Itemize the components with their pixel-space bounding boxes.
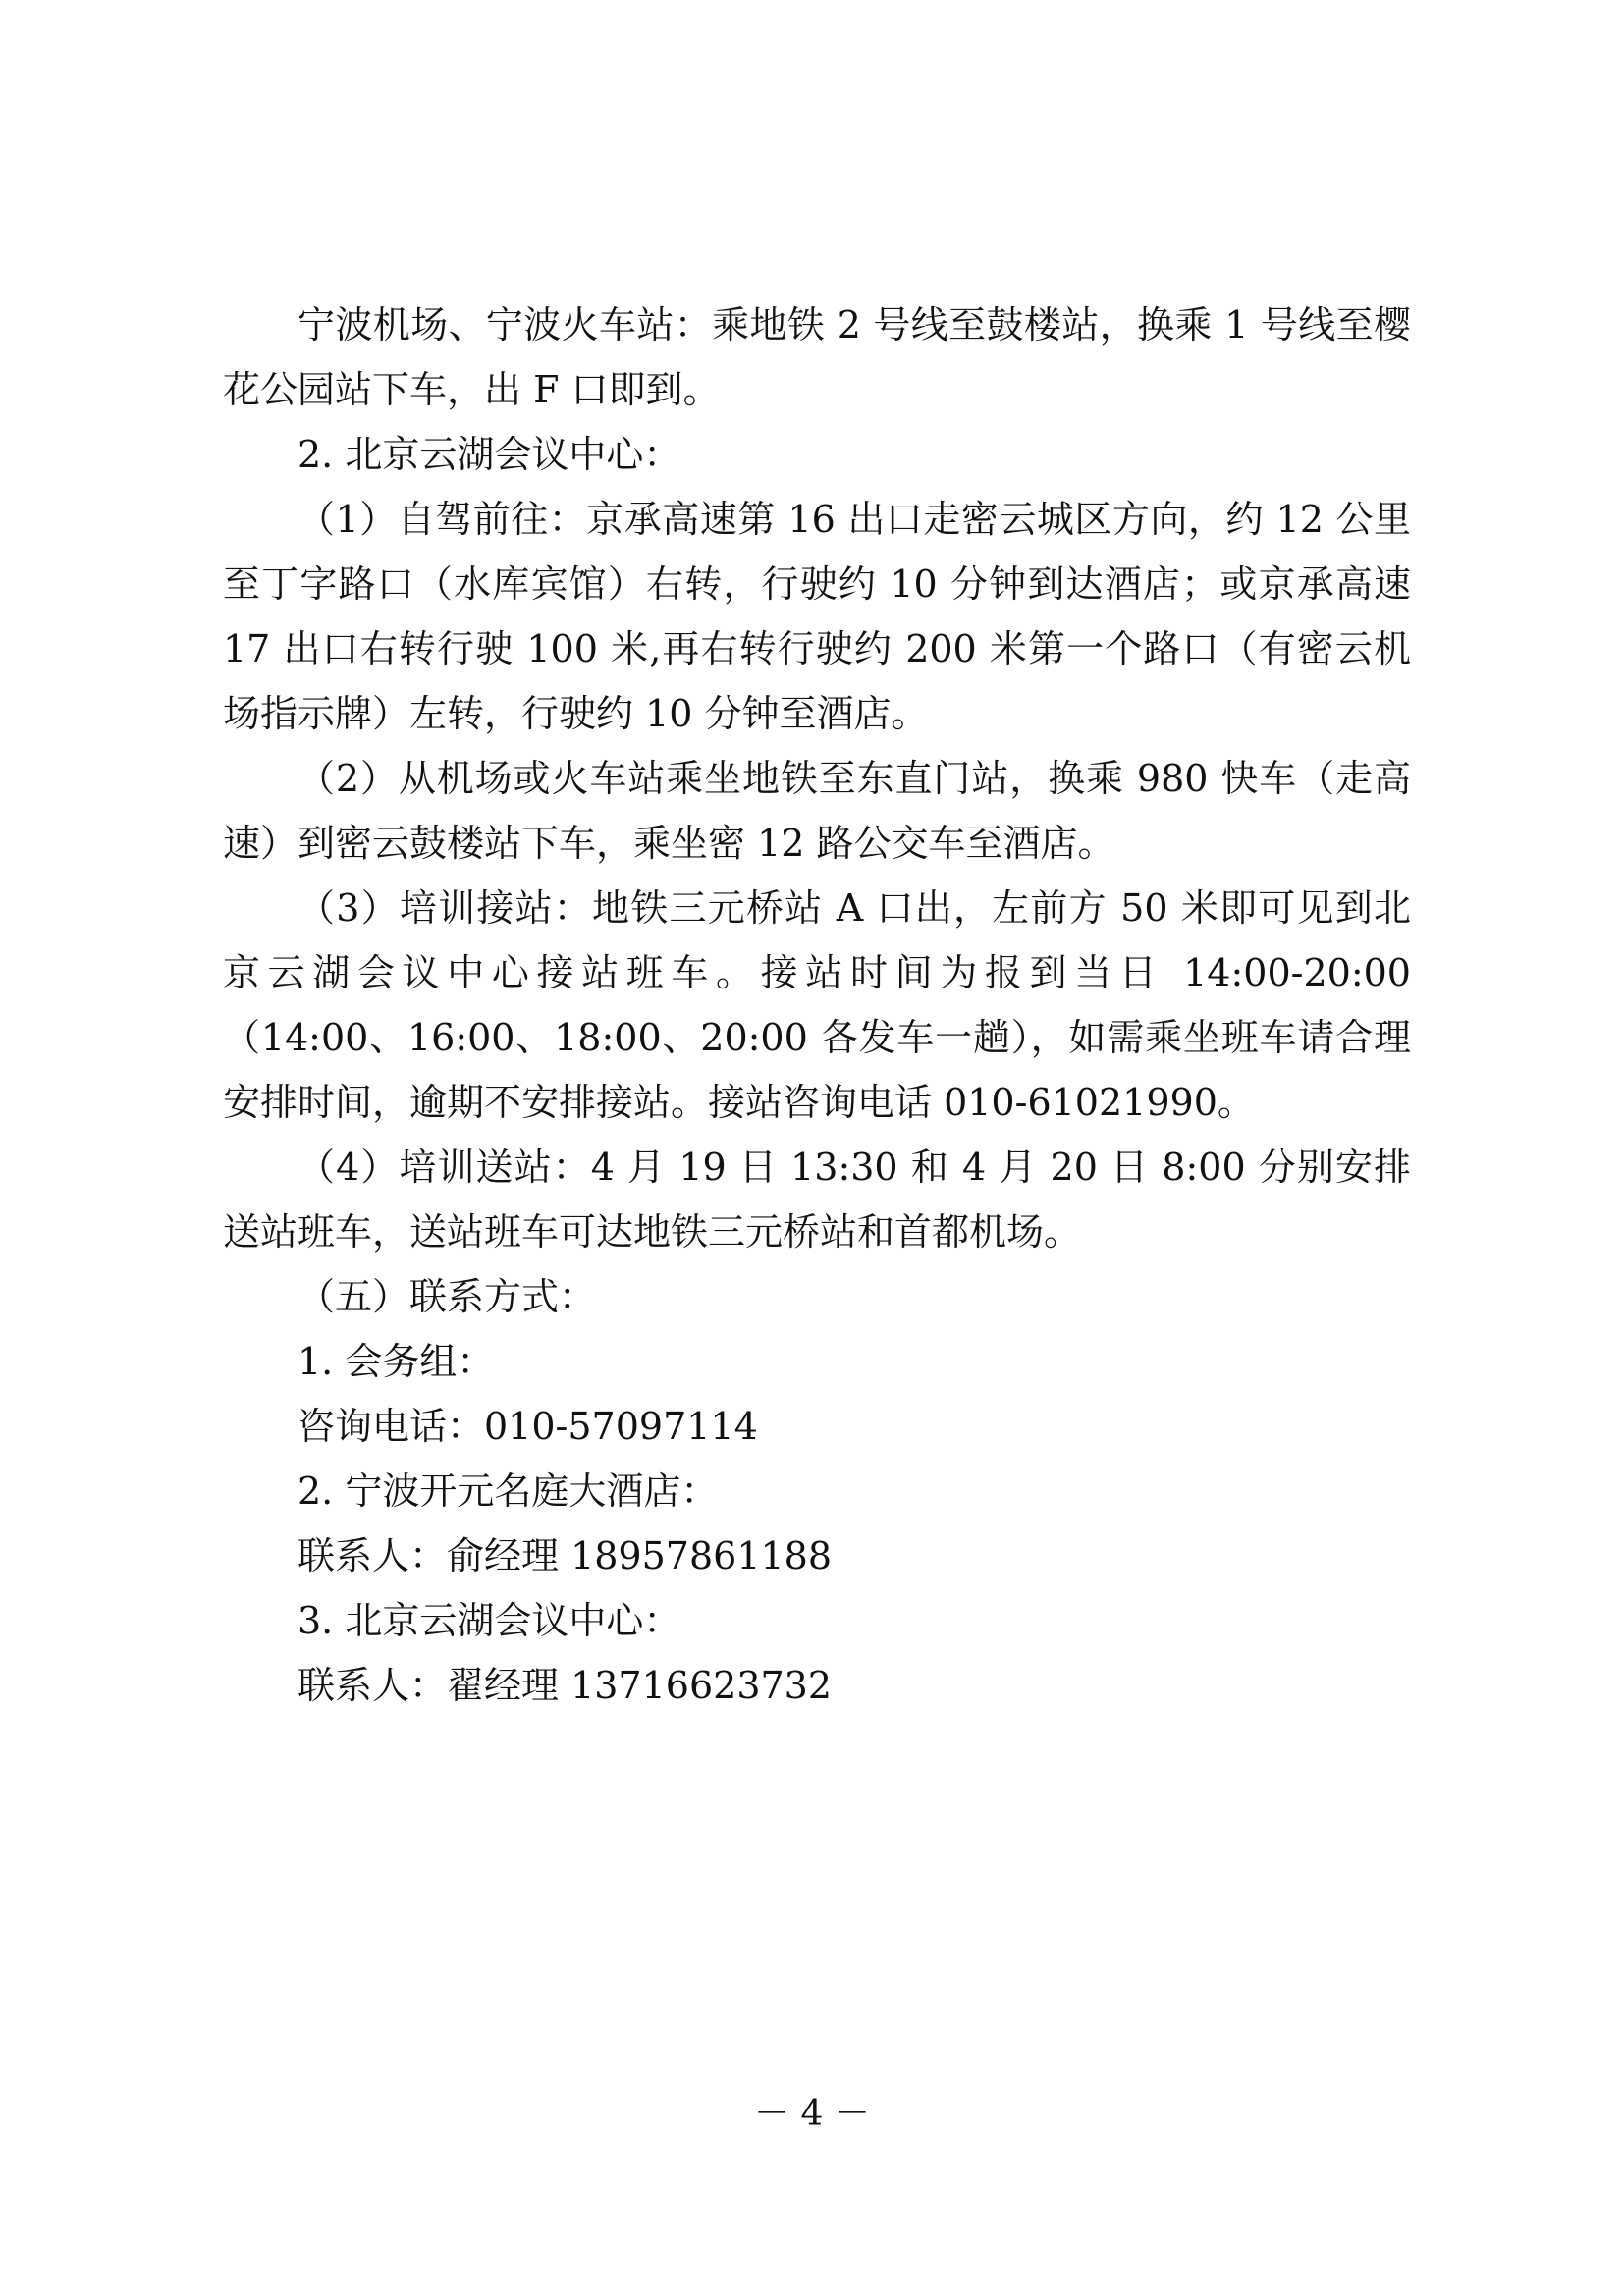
paragraph-ningbo-transit: 宁波机场、宁波火车站：乘地铁 2 号线至鼓楼站，换乘 1 号线至樱花公园站下车，出 F 口即到。: [223, 303, 1411, 411]
paragraph-subway-bus: （2）从机场或火车站乘坐地铁至东直门站，换乘 980 快车（走高速）到密云鼓楼站下车，乘坐密 12 路公交车至酒店。: [223, 757, 1411, 865]
contact-group-title-1: 1. 会务组：: [298, 1340, 495, 1383]
contact-person-3: 联系人：翟经理 13716623732: [298, 1664, 833, 1707]
heading-contact: （五）联系方式：: [298, 1275, 597, 1318]
paragraph-dropoff: （4）培训送站：4 月 19 日 13:30 和 4 月 20 日 8:00 分别安排送站班车，送站班车可达地铁三元桥站和首都机场。: [223, 1146, 1411, 1254]
contact-person-2: 联系人：俞经理 18957861188: [298, 1534, 833, 1577]
contact-phone-1: 咨询电话：010-57097114: [298, 1405, 758, 1448]
contact-group-title-2: 2. 宁波开元名庭大酒店：: [298, 1469, 719, 1513]
page-number: － 4 －: [754, 2094, 870, 2134]
heading-beijing-yunhu: 2. 北京云湖会议中心：: [298, 433, 681, 476]
contact-group-title-3: 3. 北京云湖会议中心：: [298, 1599, 681, 1642]
paragraph-self-drive: （1）自驾前往：京承高速第 16 出口走密云城区方向，约 12 公里至丁字路口（水库宾馆）右转，行驶约 10 分钟到达酒店；或京承高速 17 出口右转行驶 100 米,再右转行驶约 200 米第一个路口（有密云机场指示牌）左转，行驶约 10 分钟至酒店。: [223, 498, 1411, 735]
document-body: [223, 293, 1411, 1718]
paragraph-pickup: （3）培训接站：地铁三元桥站 A 口出，左前方 50 米即可见到北京云湖会议中心接站班车。接站时间为报到当日 14:00-20:00（14:00、16:00、18:00、20:00 各发车一趟），如需乘坐班车请合理安排时间，逾期不安排接站。接站咨询电话 010-61021990。: [223, 886, 1411, 1124]
